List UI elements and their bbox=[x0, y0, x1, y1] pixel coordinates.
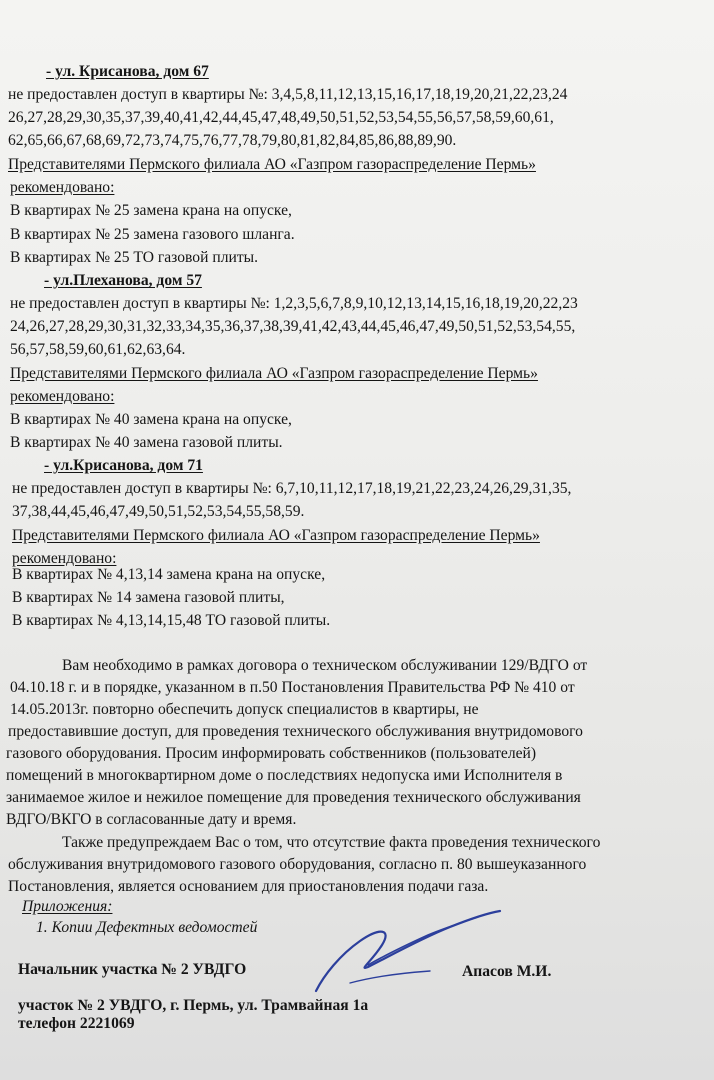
section-1-recommended: рекомендовано: bbox=[10, 179, 115, 196]
section-1-item-2: В квартирах № 25 замена газового шланга. bbox=[10, 226, 295, 243]
section-3-no-access-line-1: не предоставлен доступ в квартиры №: 6,7,10,11,12,17,18,19,21,22,23,24,26,29,31,35, bbox=[12, 480, 572, 497]
signatory-position: Начальник участка № 2 УВДГО bbox=[18, 961, 247, 978]
signatory-name: Апасов М.И. bbox=[462, 963, 552, 980]
attachment-item-1: 1. Копии Дефектных ведомостей bbox=[36, 919, 258, 936]
warning-line-1: Также предупреждаем Вас о том, что отсутствие факта проведения технического bbox=[62, 834, 601, 851]
section-1-item-1: В квартирах № 25 замена крана на опуске, bbox=[10, 202, 292, 219]
body-line-5: газового оборудования. Просим информировать собственников (пользователей) bbox=[6, 745, 537, 762]
handwritten-signature bbox=[310, 905, 510, 1000]
section-2-heading: - ул.Плеханова, дом 57 bbox=[44, 272, 202, 289]
body-line-2: 04.10.18 г. и в порядке, указанном в п.50 Постановления Правительства РФ № 410 от bbox=[10, 679, 575, 696]
section-3-item-2: В квартирах № 14 замена газовой плиты, bbox=[12, 589, 285, 606]
section-2-no-access-line-2: 24,26,27,28,29,30,31,32,33,34,35,36,37,38,39,41,42,43,44,45,46,47,49,50,51,52,53,54,55, bbox=[10, 318, 576, 335]
section-3-item-3: В квартирах № 4,13,14,15,48 ТО газовой плиты. bbox=[12, 612, 331, 629]
section-2-no-access-line-3: 56,57,58,59,60,61,62,63,64. bbox=[10, 341, 186, 358]
section-1-no-access-line-1: не предоставлен доступ в квартиры №: 3,4,5,8,11,12,13,15,16,17,18,19,20,21,22,23,24 bbox=[8, 86, 568, 103]
section-2-item-1: В квартирах № 40 замена крана на опуске, bbox=[10, 411, 292, 428]
body-line-8: ВДГО/ВКГО в согласованные дату и время. bbox=[6, 811, 297, 828]
section-3-no-access-line-2: 37,38,44,45,46,47,49,50,51,52,53,54,55,58,59. bbox=[12, 503, 305, 520]
section-1-representatives: Представителями Пермского филиала АО «Газпром газораспределение Пермь» bbox=[8, 156, 536, 173]
footer-phone: телефон 2221069 bbox=[18, 1015, 135, 1032]
section-3-recommended: рекомендовано: bbox=[12, 550, 117, 567]
attachments-title: Приложения: bbox=[22, 898, 113, 915]
section-3-heading: - ул.Крисанова, дом 71 bbox=[44, 457, 203, 474]
section-1-item-3: В квартирах № 25 ТО газовой плиты. bbox=[10, 249, 259, 266]
section-2-item-2: В квартирах № 40 замена газовой плиты. bbox=[10, 434, 283, 451]
section-3-item-1: В квартирах № 4,13,14 замена крана на опуске, bbox=[12, 566, 326, 583]
section-3-representatives: Представителями Пермского филиала АО «Газпром газораспределение Пермь» bbox=[12, 527, 540, 544]
section-1-heading: - ул. Крисанова, дом 67 bbox=[46, 63, 209, 80]
body-line-3: 14.05.2013г. повторно обеспечить допуск специалистов в квартиры, не bbox=[10, 701, 479, 718]
section-2-representatives: Представителями Пермского филиала АО «Газпром газораспределение Пермь» bbox=[10, 365, 538, 382]
body-line-4: предоставившие доступ, для проведения технического обслуживания внутридомового bbox=[8, 723, 583, 740]
footer-address: участок № 2 УВДГО, г. Пермь, ул. Трамвайная 1а bbox=[18, 997, 369, 1014]
body-line-7: занимаемое жилое и нежилое помещение для проведения технического обслуживания bbox=[6, 789, 581, 806]
section-1-no-access-line-2: 26,27,28,29,30,35,37,39,40,41,42,44,45,47,48,49,50,51,52,53,54,55,56,57,58,59,60,61, bbox=[8, 109, 554, 126]
section-2-recommended: рекомендовано: bbox=[10, 388, 115, 405]
body-line-6: помещений в многоквартирном доме о последствиях недопуска ими Исполнителя в bbox=[6, 767, 563, 784]
body-line-1: Вам необходимо в рамках договора о техническом обслуживании 129/ВДГО от bbox=[62, 657, 588, 674]
warning-line-3: Постановления, является основанием для приостановления подачи газа. bbox=[8, 878, 489, 895]
warning-line-2: обслуживания внутридомового газового оборудования, согласно п. 80 вышеуказанного bbox=[8, 856, 587, 873]
section-1-no-access-line-3: 62,65,66,67,68,69,72,73,74,75,76,77,78,79,80,81,82,84,85,86,88,89,90. bbox=[8, 132, 457, 149]
section-2-no-access-line-1: не предоставлен доступ в квартиры №: 1,2,3,5,6,7,8,9,10,12,13,14,15,16,18,19,20,22,23 bbox=[10, 295, 578, 312]
